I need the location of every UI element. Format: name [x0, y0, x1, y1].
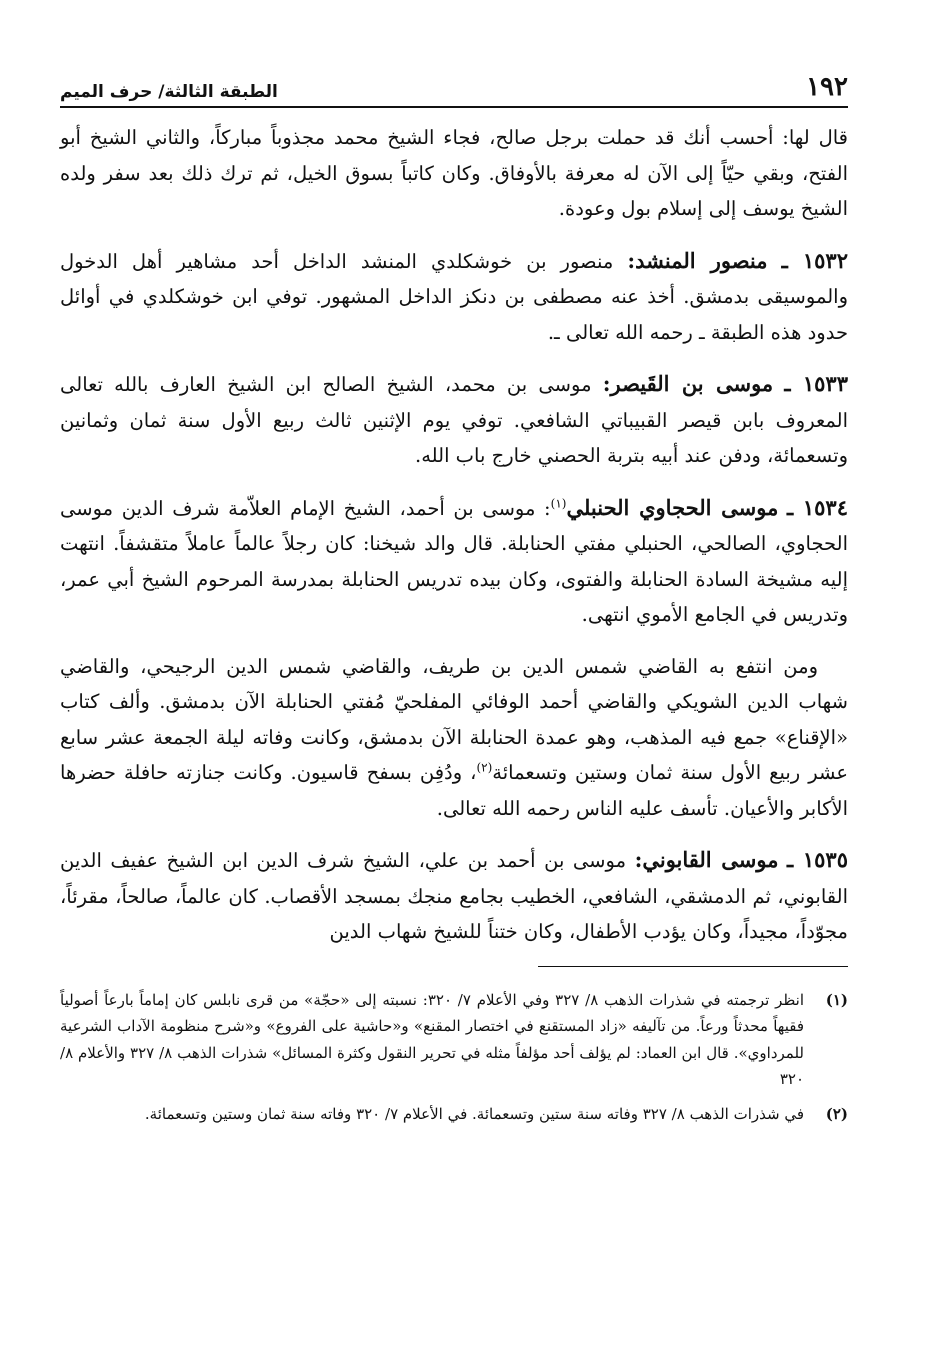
entry-1534	[60, 490, 848, 633]
entry-number: ١٥٣٥ ـ	[787, 847, 848, 872]
entry-number: ١٥٣٢ ـ	[781, 247, 848, 273]
entry-name: موسى القابوني:	[634, 847, 779, 872]
page-header	[60, 62, 848, 108]
entry-number: ١٥٣٣ ـ	[784, 371, 848, 396]
main-text	[60, 120, 848, 950]
footnote-2	[60, 1101, 848, 1128]
entry-1535	[60, 842, 848, 950]
paragraph-continuation	[60, 649, 848, 827]
entry-1532	[60, 243, 848, 351]
footnote-mark: (٢)	[825, 1104, 848, 1123]
footnote-text: في شذرات الذهب ٨/ ٣٢٧ وفاته سنة ستين وتسعمائة. في الأعلام ٧/ ٣٢٠ وفاته سنة ثمان وستين وتسعمائة.	[144, 1104, 804, 1123]
entry-name: موسى بن القَيصر:	[602, 371, 774, 396]
footnotes	[60, 987, 848, 1128]
entry-name: منصور المنشد:	[627, 247, 768, 273]
entry-name: موسى الحجاوي الحنبلي	[566, 494, 779, 520]
footnote-divider	[538, 966, 848, 967]
paragraph-text: ومن انتفع به القاضي شمس الدين بن طريف، والقاضي شمس الدين الرجيحي، والقاضي شهاب الدين الشويكي والقاضي أحمد الوفائي المفلحيّ مُفتي الحنابلة الآن بدمشق. وألف كتاب «الإقناع» جمع فيه المذهب، وهو عمدة الحنابلة الآن بدمشق، وكانت وفاته ليلة الجمعة عشر سابع عشر ربيع الأول سنة ثمان وستين وتسعمائة	[60, 654, 848, 784]
book-page	[60, 62, 848, 1135]
paragraph-text-after: ، ودُفِن بسفح قاسيون. وكانت جنازته حافلة حضرها الأكابر والأعيان. تأسف عليه الناس رحمه الله تعالى.	[60, 761, 848, 820]
page-number: ١٩٢	[806, 72, 848, 102]
entry-1533	[60, 366, 848, 474]
footnote-ref-1[interactable]: (١)	[550, 496, 567, 510]
entry-number: ١٥٣٤ ـ	[786, 494, 848, 520]
footnote-text: انظر ترجمته في شذرات الذهب ٨/ ٣٢٧ وفي الأعلام ٧/ ٣٢٠: نسبته إلى «حجّة» من قرى نابلس كان إماماً بارعاً أصولياً فقيهاً محدثاً ورعاً. من تآليفه «زاد المستقنع في اختصار المقنع» و«حاشية على الفروع» و«شرح منظومة الآداب الشرعية للمرداوي». قال ابن العماد: لم يؤلف أحد مؤلفاً مثله في تحرير النقول وكثرة المسائل» شذرات الذهب ٨/ ٣٢٧ والأعلام ٨/ ٣٢٠	[60, 990, 805, 1088]
paragraph-text: قال لها: أحسب أنك قد حملت برجل صالح، فجاء الشيخ محمد مجذوباً مباركاً، والثاني الشيخ أبو الفتح، وبقي حيّاً إلى الآن له معرفة بالأوفاق. وكان كاتباً بسوق الخيل، ثم ترك ذلك بعد سفر ولده الشيخ يوسف إلى إسلام بول وعودة.	[60, 126, 848, 220]
paragraph	[60, 120, 848, 227]
footnote-mark: (١)	[825, 990, 848, 1009]
footnote-ref-2[interactable]: (٢)	[476, 760, 493, 775]
entry-text: موسى بن محمد، الشيخ الصالح ابن الشيخ العارف بالله تعالى المعروف بابن قيصر القبيباتي الشافعي. توفي يوم الإثنين ثالث ربيع الأول سنة ثمان وثمانين وتسعمائة، ودفن عند أبيه بتربة الحصني خارج باب الله.	[60, 373, 848, 467]
footnote-1	[60, 987, 848, 1093]
entry-text: موسى بن أحمد بن علي، الشيخ شرف الدين ابن الشيخ عفيف الدين القابوني، ثم الدمشقي، الشافعي، الخطيب بجامع منجك بمسجد الأقصاب. كان عالماً، صالحاً، مقرئاً، مجوّداً، مجيداً، وكان يؤدب الأطفال، وكان ختناً للشيخ شهاب الدين	[60, 849, 848, 943]
entry-text: : موسى بن أحمد، الشيخ الإمام العلاّمة شرف الدين موسى الحجاوي، الصالحي، الحنبلي مفتي الحنابلة. قال والد شيخنا: كان رجلاً عالماً عاملاً متقشفاً. انتهت إليه مشيخة السادة الحنابلة والفتوى، وكان بيده تدريس الحنابلة بمدرسة المرحوم الشيخ أبي عمر، وتدريس في الجامع الأموي انتهى.	[60, 496, 848, 626]
running-head: الطبقة الثالثة/ حرف الميم	[60, 82, 278, 102]
entry-text: منصور بن خوشكلدي المنشد الداخل أحد مشاهير أهل الدخول والموسيقى بدمشق. أخذ عنه مصطفى بن دنكز الداخل المشهور. توفي ابن خوشكلدي في أوائل حدود هذه الطبقة ـ رحمه الله تعالى ـ.	[60, 249, 848, 344]
